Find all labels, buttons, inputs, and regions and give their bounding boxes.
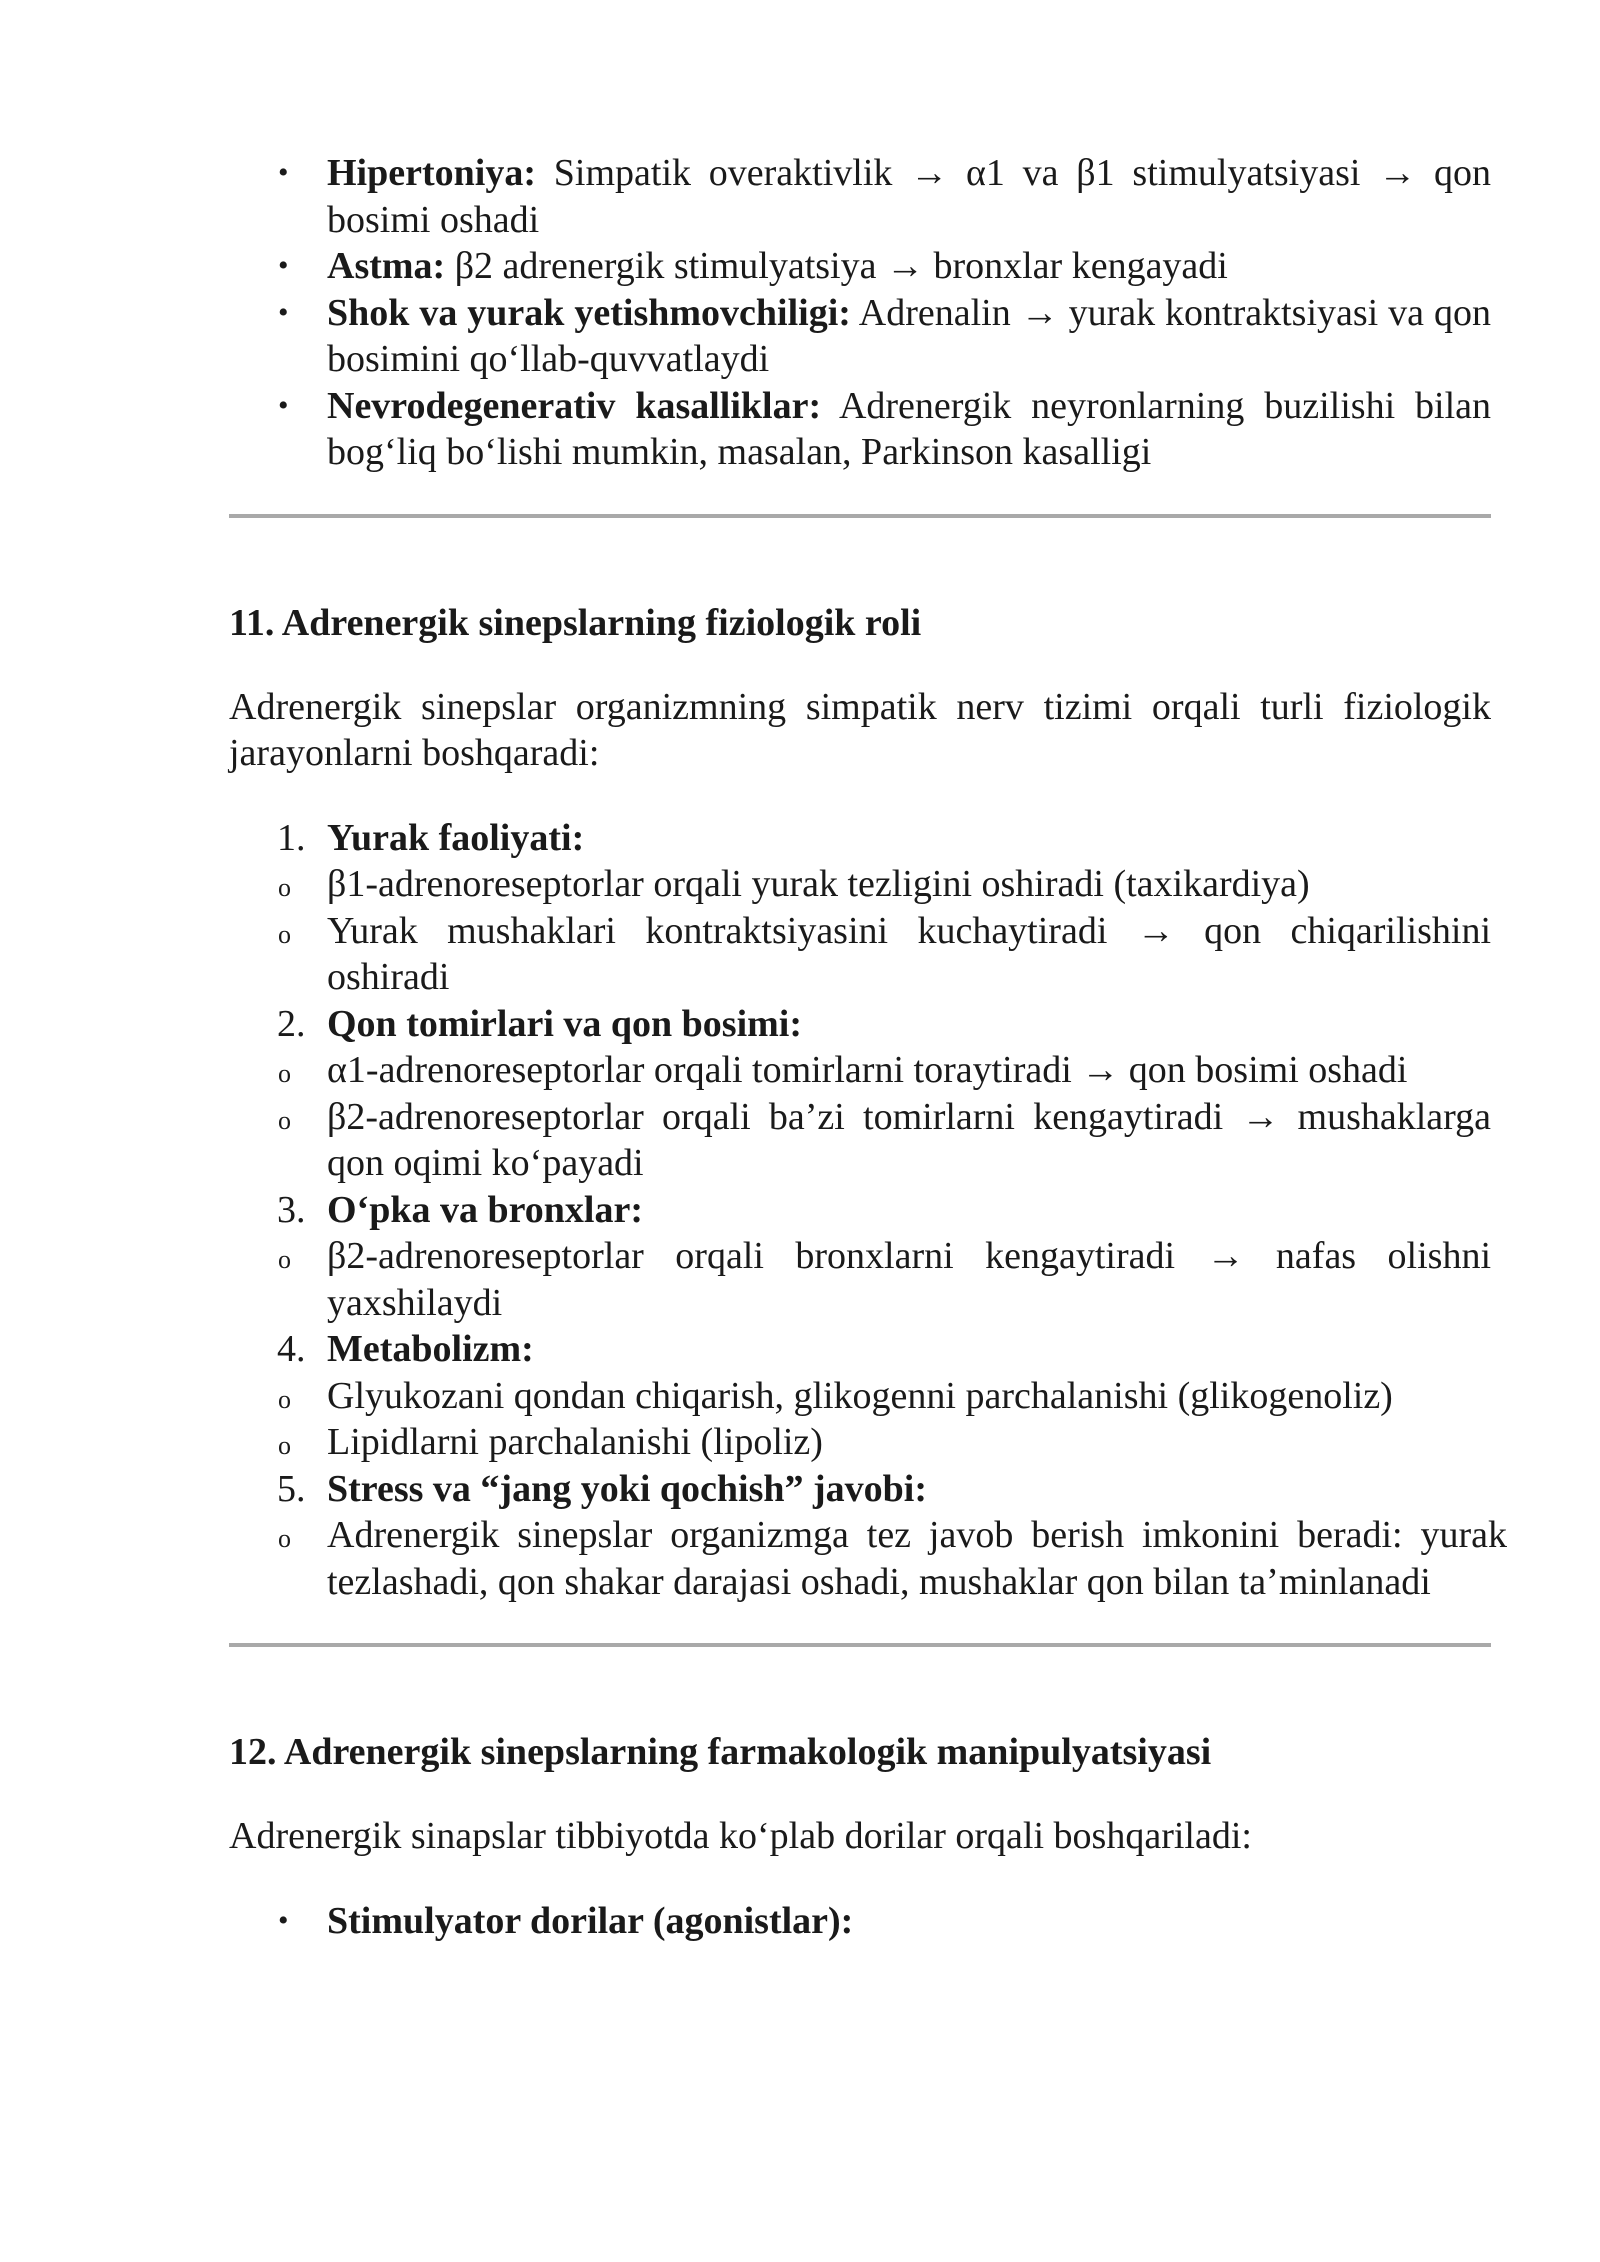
item-number: 2. — [277, 1002, 306, 1045]
sub-item: o Adrenergik sinepslar organizmga tez javob berish imkonini beradi: yurak tezlashadi, qon shakar darajasi oshadi, mushaklar qon bilan ta’minlanadi — [229, 1512, 1507, 1605]
sub-list — [229, 1047, 1491, 1187]
sub-item: o Glyukozani qondan chiqarish, glikogenni parchalanishi (glikogenoliz) — [229, 1373, 1491, 1420]
section-12-intro: Adrenergik sinapslar tibbiyotda ko‘plab dorilar orqali boshqariladi: — [229, 1815, 1252, 1857]
bullet-title: Hipertoniya: — [327, 152, 536, 194]
item-number: 1. — [277, 816, 306, 859]
pharmacology-bullet-list — [229, 1898, 1491, 1945]
item-number: 4. — [277, 1328, 306, 1370]
sub-item: o Lipidlarni parchalanishi (lipoliz) — [229, 1419, 1491, 1466]
bullet-item — [229, 150, 1491, 243]
numbered-item — [229, 1466, 1507, 1606]
item-title: Yurak faoliyati: — [327, 816, 585, 859]
bullet-title: Stimulyator dorilar (agonistlar): — [327, 1899, 854, 1942]
numbered-item — [229, 1187, 1491, 1327]
section-12-heading: 12. Adrenergik sinepslarning farmakologik manipulyatsiyasi — [229, 1731, 1212, 1773]
bullet-item — [229, 290, 1491, 383]
bullet-item — [229, 383, 1491, 476]
item-title: Metabolizm: — [327, 1328, 534, 1370]
bullet-title: Shok va yurak yetishmovchiligi: — [327, 291, 851, 334]
horizontal-divider — [229, 514, 1491, 518]
sub-item: o Yurak mushaklari kontraktsiyasini kuchaytiradi → qon chiqarilishini oshiradi — [229, 908, 1491, 1001]
numbered-item — [229, 1326, 1491, 1466]
item-number: 5. — [277, 1467, 306, 1510]
bullet-text: Adrenalin → yurak kontraktsiyasi va qon bosimini qo‘llab-quvvatlaydi — [327, 291, 1491, 380]
sub-item: o β2-adrenoreseptorlar orqali ba’zi tomirlarni kengaytiradi → mushaklarga qon oqimi ko‘payadi — [229, 1094, 1491, 1187]
sub-list — [229, 861, 1491, 1001]
numbered-item — [229, 1001, 1491, 1187]
bullet-item — [229, 243, 1491, 290]
sub-item: o β2-adrenoreseptorlar orqali bronxlarni kengaytiradi → nafas olishni yaxshilaydi — [229, 1233, 1491, 1326]
bullet-item — [229, 1898, 1491, 1945]
section-11-intro: Adrenergik sinepslar organizmning simpatik nerv tizimi orqali turli fiziologik jarayonlarni boshqaradi: — [229, 685, 1491, 774]
item-title: O‘pka va bronxlar: — [327, 1188, 644, 1231]
bullet-title: Nevrodegenerativ kasalliklar: — [327, 384, 822, 427]
disease-bullet-list — [229, 150, 1491, 476]
bullet-text: Simpatik overaktivlik → α1 va β1 stimulyatsiyasi → qon bosimi oshadi — [327, 152, 1491, 241]
sub-list — [229, 1233, 1491, 1326]
section-11-heading: 11. Adrenergik sinepslarning fiziologik roli — [229, 601, 922, 644]
bullet-text: Adrenergik neyronlarning buzilishi bilan bog‘liq bo‘lishi mumkin, masalan, Parkinson kasalligi — [327, 384, 1491, 473]
sub-list — [229, 1373, 1491, 1466]
sub-item: o α1-adrenoreseptorlar orqali tomirlarni toraytiradi → qon bosimi oshadi — [229, 1047, 1491, 1094]
item-number: 3. — [277, 1188, 306, 1231]
document-page — [229, 150, 1507, 1944]
bullet-title: Astma: — [327, 245, 446, 287]
sub-list — [229, 1512, 1507, 1605]
item-title: Qon tomirlari va qon bosimi: — [327, 1002, 803, 1045]
horizontal-divider — [229, 1643, 1491, 1647]
sub-item: o β1-adrenoreseptorlar orqali yurak tezligini oshiradi (taxikardiya) — [229, 861, 1491, 908]
item-title: Stress va “jang yoki qochish” javobi: — [327, 1467, 928, 1510]
physiology-numbered-list — [229, 815, 1507, 1606]
numbered-item — [229, 815, 1491, 1001]
bullet-text: β2 adrenergik stimulyatsiya → bronxlar kengayadi — [445, 245, 1228, 287]
